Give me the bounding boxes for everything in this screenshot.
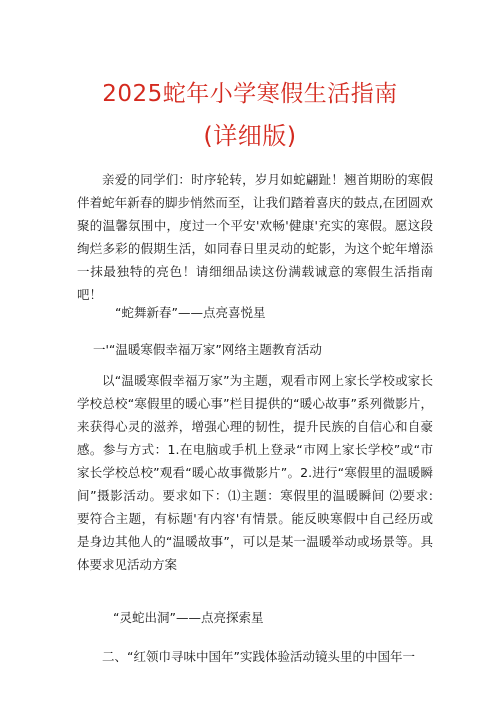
section-heading-1: “蛇舞新春”——点亮喜悦星 [115,305,266,320]
document-subtitle: (详细版) [203,122,297,150]
activity-paragraph-1: 以“温暖寒假幸福万家”为主题，观看市网上家长学校或家长学校总校“寒假里的暖心事”栏目提供的“暖心故事”系列微影片，来获得心灵的滋养，增强心理的韧性，提升民族的自信心和自豪感。参与方式：1.在电脑或手机上登录“市网上家长学校”或“市家长学校总校”观看“暖心故事微影片”。2.进行“寒假里的温暖瞬间”摄影活动。要求如下：⑴主题：寒假里的温暖瞬间 ⑵要求: 要符合主题，有标题'有内容'有情景。能反映寒假中自己经历或是身边其他人的“温暖故事”，可以是某一温暖举动或场景等。具体要求见活动方案 [77,373,433,572]
document-title: 2025蛇年小学寒假生活指南 [102,81,398,107]
section-heading-2: “灵蛇出洞”——点亮探索星 [113,610,264,625]
activity-heading-2: 二、“红领巾寻味中国年”实践体验活动镜头里的中国年一 [102,649,415,664]
activity-heading-1: 一'“温暖寒假幸福万家”网络主题教育活动 [93,342,322,357]
intro-paragraph: 亲爱的同学们：时序轮转，岁月如蛇翩趾！翘首期盼的寒假伴着蛇年新春的脚步悄然而至，让我们踏着喜庆的鼓点,在团圆欢聚的温馨氛围中，度过一个平安'欢畅'健康'充实的寒假。愿这段绚烂多彩的假期生活，如同春日里灵动的蛇影，为这个蛇年增添一抹最独特的亮色！请细细品读这份满载诚意的寒假生活指南吧！ [77,172,433,302]
